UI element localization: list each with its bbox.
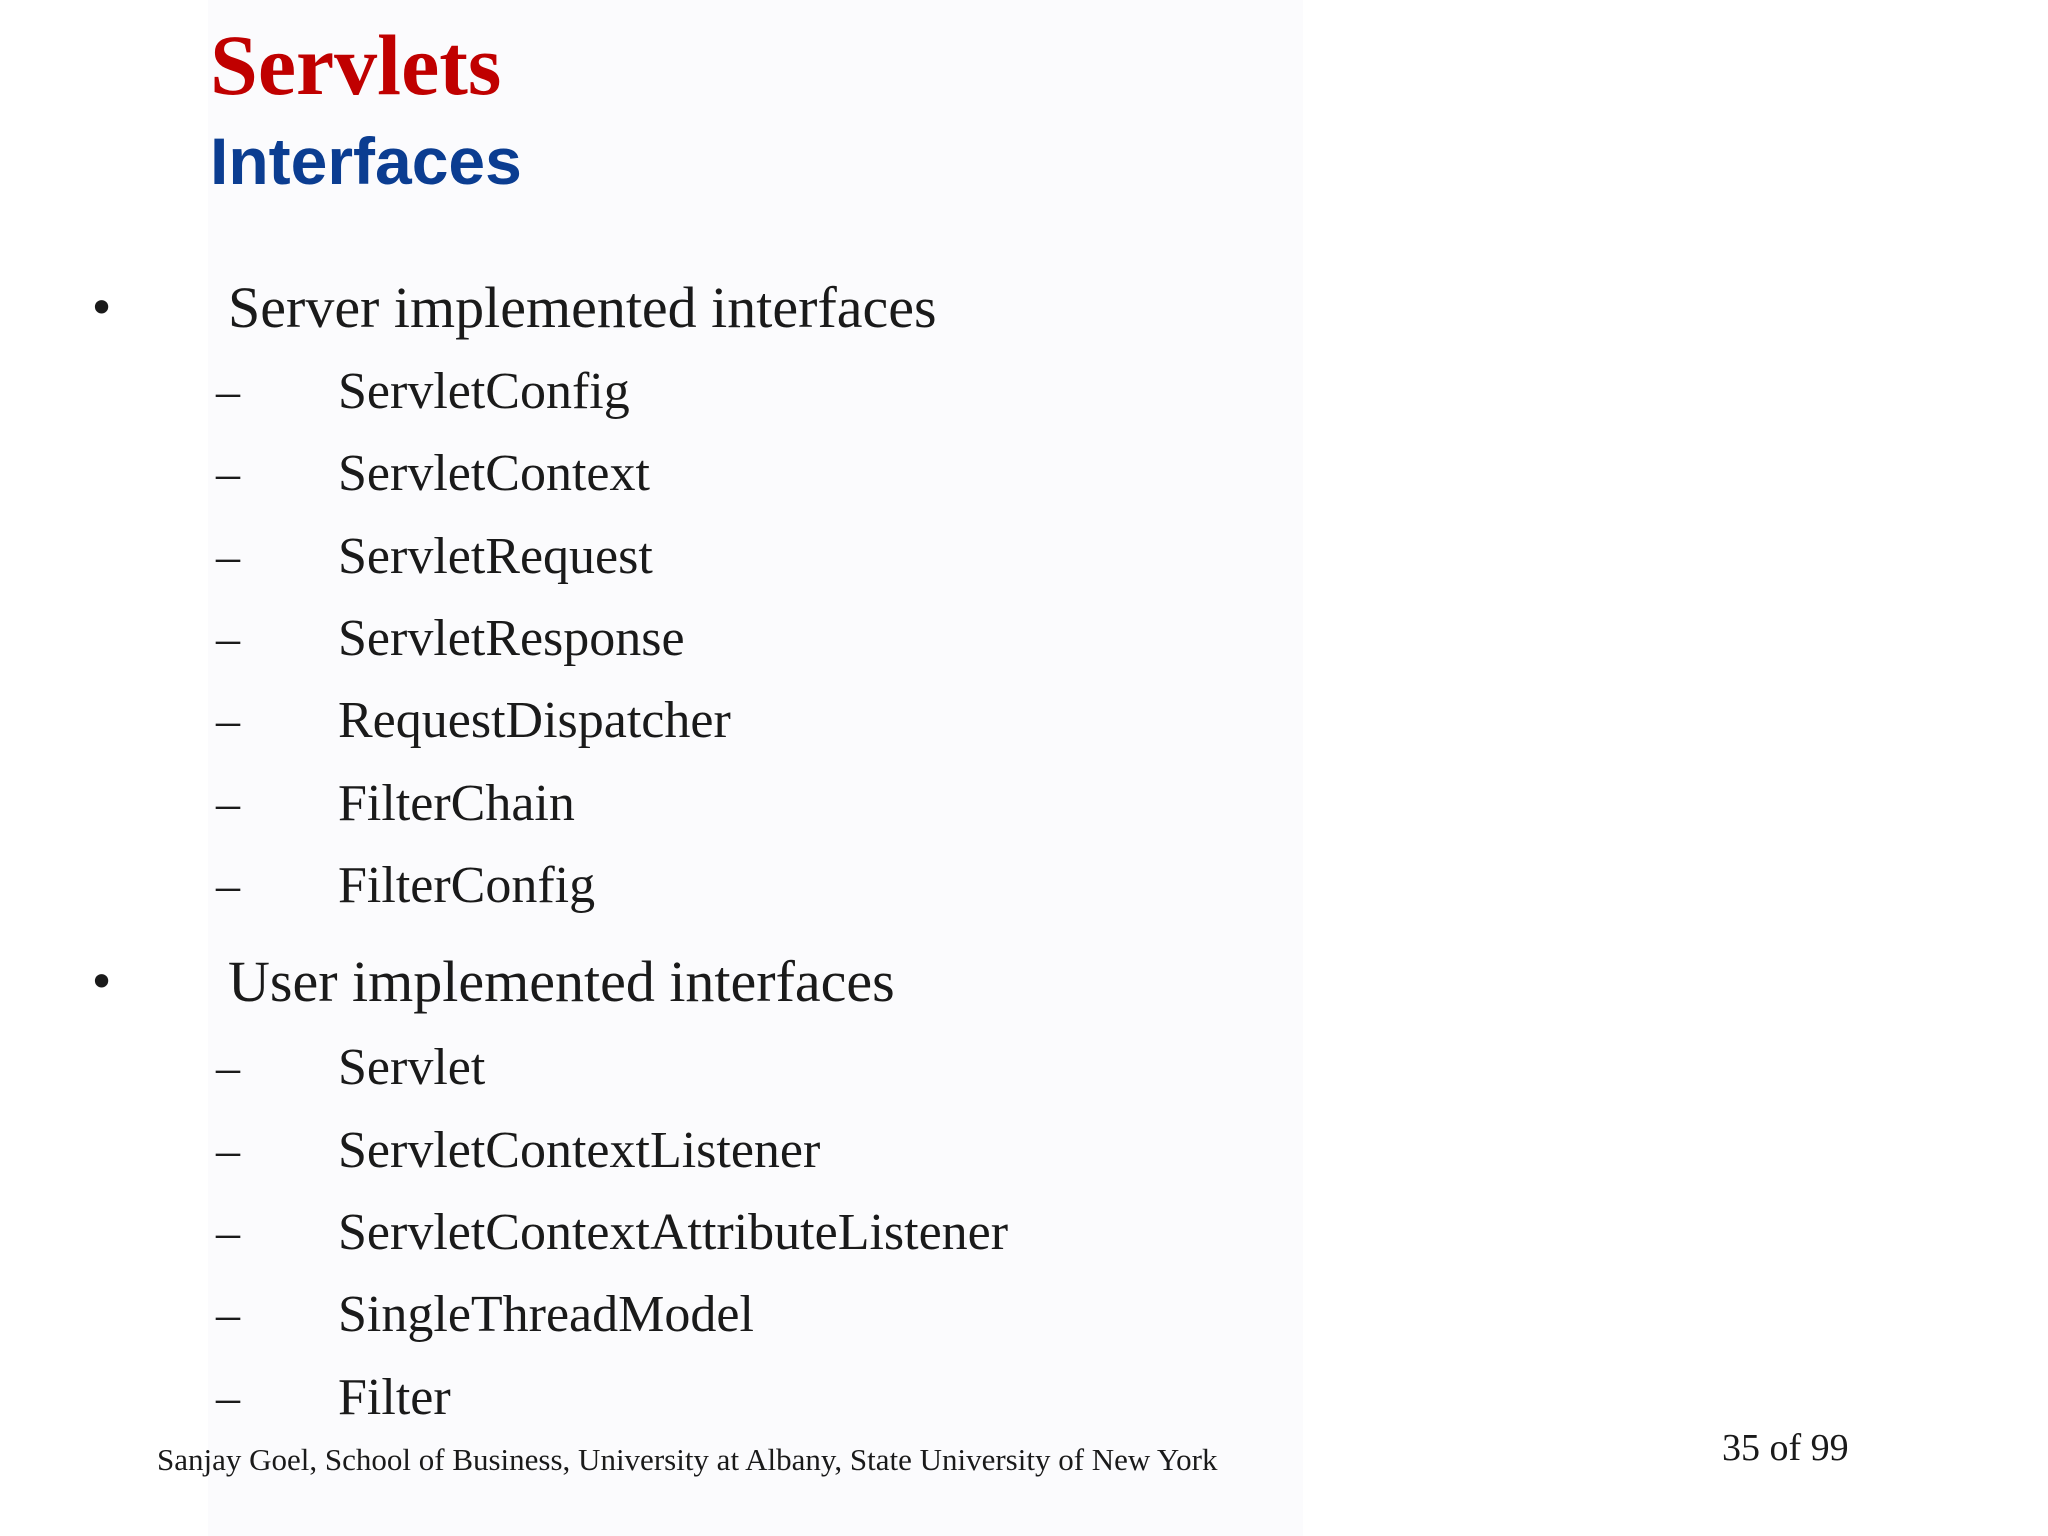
item-label: SingleThreadModel — [338, 1286, 754, 1343]
list-item — [0, 439, 1400, 509]
list-item — [0, 522, 1400, 592]
slide-subtitle: Interfaces — [210, 124, 522, 198]
list-item — [0, 851, 1400, 921]
list-item — [0, 357, 1400, 427]
list-item — [0, 1198, 1400, 1268]
list-item — [0, 1280, 1400, 1350]
dash-icon: – — [216, 1288, 240, 1341]
item-label: FilterConfig — [338, 857, 596, 914]
section-label: Server implemented interfaces — [228, 275, 937, 340]
item-label: ServletConfig — [338, 363, 630, 420]
item-label: RequestDispatcher — [338, 692, 731, 749]
item-label: Filter — [338, 1369, 451, 1426]
section-label: User implemented interfaces — [228, 949, 895, 1014]
section-heading-server — [0, 268, 1400, 348]
dash-icon: – — [216, 612, 240, 665]
page-number: 35 of 99 — [1722, 1427, 1849, 1469]
list-item — [0, 604, 1400, 674]
dash-icon: – — [216, 365, 240, 418]
dash-icon: – — [216, 1124, 240, 1177]
dash-icon: – — [216, 777, 240, 830]
list-item — [0, 1116, 1400, 1186]
dash-icon: – — [216, 1371, 240, 1424]
dash-icon: – — [216, 694, 240, 747]
section-heading-user — [0, 942, 1400, 1022]
list-item — [0, 1033, 1400, 1103]
item-label: FilterChain — [338, 775, 575, 832]
item-label: ServletContextAttributeListener — [338, 1204, 1009, 1261]
bullet-icon: • — [88, 281, 116, 335]
footer-credit: Sanjay Goel, School of Business, University at Albany, State University of New York — [157, 1442, 1218, 1477]
list-item — [0, 769, 1400, 839]
dash-icon: – — [216, 447, 240, 500]
item-label: ServletResponse — [338, 610, 685, 667]
dash-icon: – — [216, 1041, 240, 1094]
item-label: ServletContext — [338, 445, 650, 502]
list-item — [0, 686, 1400, 756]
dash-icon: – — [216, 1206, 240, 1259]
dash-icon: – — [216, 530, 240, 583]
item-label: Servlet — [338, 1039, 486, 1096]
item-label: ServletRequest — [338, 528, 653, 585]
item-label: ServletContextListener — [338, 1122, 821, 1179]
bullet-icon: • — [88, 955, 116, 1009]
list-item — [0, 1363, 1400, 1433]
dash-icon: – — [216, 859, 240, 912]
slide-title: Servlets — [210, 17, 502, 113]
